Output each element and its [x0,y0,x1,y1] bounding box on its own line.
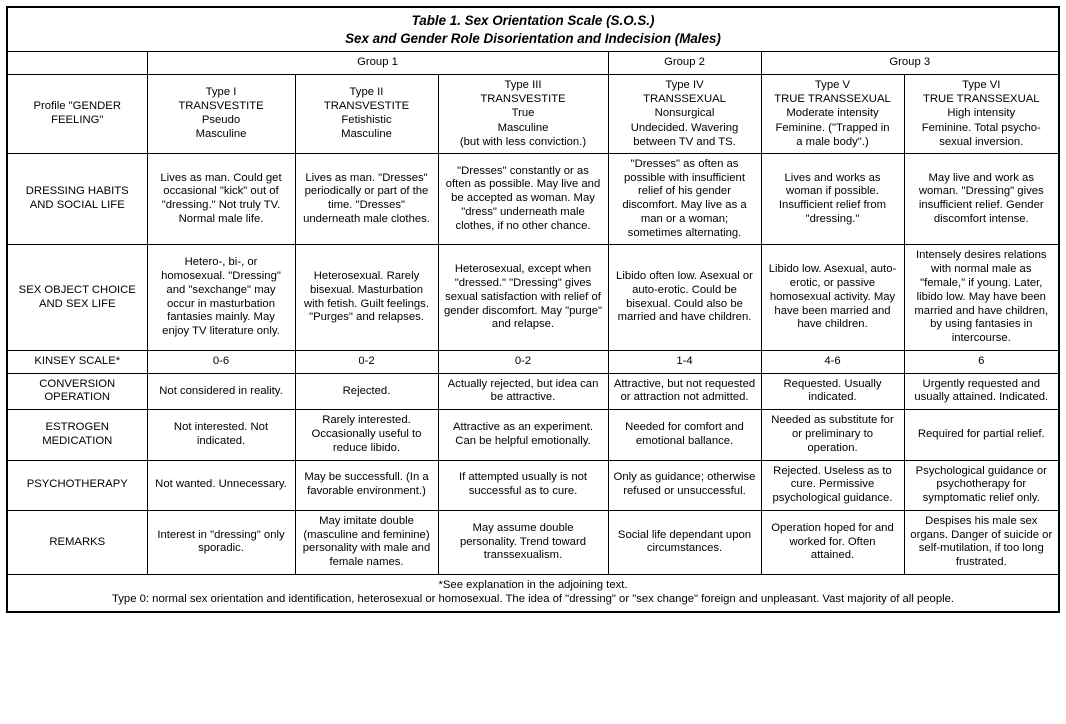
type-4-feeling: Undecided. Wavering [630,121,739,134]
cell-psychotherapy-type-1: Not wanted. Unnecessary. [147,460,295,510]
cell-psychotherapy-type-3: If attempted usually is not successful as to cure. [438,460,608,510]
cell-dressing-type-4: "Dresses" as often as possible with insufficient relief of his gender discomfort. May live as a man or a woman; sometimes alternating. [608,153,761,245]
cell-remarks-type-4: Social life dependant upon circumstances. [608,510,761,574]
profile-label-line-2: "GENDER FEELING" [51,100,121,126]
footnote-line-2: Type 0: normal sex orientation and identification, heterosexual or homosexual. The idea of "dressing" or "sex change" foreign and unpleasant. Vast majority of all people. [111,592,955,605]
table-footnote-row [7,575,1059,612]
type-1-category: TRANSVESTITE [178,100,264,113]
cell-remarks-type-6: Despises his male sex organs. Danger of suicide or self-mutilation, if too long frustrated. [904,510,1059,574]
cell-dressing-type-2: Lives as man. "Dresses" periodically or part of the time. "Dresses" underneath male clothes. [295,153,438,245]
type-4-subtype: Nonsurgical [654,106,715,119]
type-column-2 [295,75,438,154]
row-label-estrogen-medication: ESTROGEN MEDICATION [7,410,147,460]
cell-sexlife-type-5: Libido low. Asexual, auto-erotic, or passive homosexual activity. May have been married and have children. [761,245,904,350]
table-row [7,350,1059,373]
cell-kinsey-type-3: 0-2 [438,350,608,373]
row-label-kinsey-scale: KINSEY SCALE* [7,350,147,373]
footnote-line-1: *See explanation in the adjoining text. [438,579,628,592]
type-4-category: TRANSSEXUAL [643,92,726,105]
cell-estrogen-type-6: Required for partial relief. [904,410,1059,460]
cell-estrogen-type-4: Needed for comfort and emotional ballance. [608,410,761,460]
table-row [7,410,1059,460]
table-row [7,460,1059,510]
type-3-subtype: True [511,106,535,119]
cell-kinsey-type-1: 0-6 [147,350,295,373]
type-5-subtype: Moderate intensity [786,106,879,119]
table-row [7,510,1059,574]
group-header-blank [7,52,147,75]
type-5-feeling: Feminine. ("Trapped in [775,121,890,134]
group-header-3: Group 3 [761,52,1059,75]
type-column-5 [761,75,904,154]
type-1-name: Type I [205,86,237,99]
type-column-1 [147,75,295,154]
cell-estrogen-type-1: Not interested. Not indicated. [147,410,295,460]
cell-dressing-type-6: May live and work as woman. "Dressing" gives insufficient relief. Gender discomfort intense. [904,153,1059,245]
row-label-psychotherapy: PSYCHOTHERAPY [7,460,147,510]
cell-psychotherapy-type-4: Only as guidance; otherwise refused or unsuccessful. [608,460,761,510]
cell-dressing-type-3: "Dresses" constantly or as often as possible. May live and be accepted as woman. May "dress" underneath male clothes, if no other chance. [438,153,608,245]
cell-sexlife-type-3: Heterosexual, except when "dressed." "Dressing" gives sexual satisfaction with relief of gender discomfort. May "purge" and relapse. [438,245,608,350]
table-row [7,245,1059,350]
cell-conversion-type-5: Requested. Usually indicated. [761,373,904,410]
type-column-3 [438,75,608,154]
type-4-name: Type IV [665,79,704,92]
cell-kinsey-type-4: 1-4 [608,350,761,373]
cell-psychotherapy-type-6: Psychological guidance or psychotherapy for symptomatic relief only. [904,460,1059,510]
type-5-feeling-2: a male body".) [796,135,869,148]
cell-conversion-type-4: Attractive, but not requested or attraction not admitted. [608,373,761,410]
type-6-category: TRUE TRANSSEXUAL [922,92,1040,105]
cell-kinsey-type-2: 0-2 [295,350,438,373]
type-1-subtype: Pseudo [201,113,241,126]
cell-psychotherapy-type-5: Rejected. Useless as to cure. Permissive psychological guidance. [761,460,904,510]
cell-conversion-type-2: Rejected. [295,373,438,410]
cell-psychotherapy-type-2: May be successfull. (In a favorable environment.) [295,460,438,510]
type-1-feeling: Masculine [195,127,247,140]
profile-label-line-1: Profile [33,100,66,113]
row-label-dressing-habits: DRESSING HABITS AND SOCIAL LIFE [7,153,147,245]
group-header-1: Group 1 [147,52,608,75]
type-5-name: Type V [814,79,851,92]
group-header-row [7,52,1059,75]
type-5-category: TRUE TRANSSEXUAL [774,92,891,105]
type-6-name: Type VI [962,79,1001,92]
type-6-subtype: High intensity [947,106,1016,119]
group-header-2: Group 2 [608,52,761,75]
cell-conversion-type-1: Not considered in reality. [147,373,295,410]
type-4-feeling-2: between TV and TS. [633,135,736,148]
cell-kinsey-type-6: 6 [904,350,1059,373]
cell-dressing-type-5: Lives and works as woman if possible. Insufficient relief from "dressing." [761,153,904,245]
type-column-4 [608,75,761,154]
type-2-subtype: Fetishistic [341,113,392,126]
cell-remarks-type-3: May assume double personality. Trend toward transsexualism. [438,510,608,574]
table-title [7,7,1059,52]
cell-conversion-type-3: Actually rejected, but idea can be attractive. [438,373,608,410]
cell-remarks-type-5: Operation hoped for and worked for. Often attained. [761,510,904,574]
type-6-feeling: Feminine. Total psycho- [921,121,1041,134]
cell-conversion-type-6: Urgently requested and usually attained. Indicated. [904,373,1059,410]
type-2-name: Type II [349,86,384,99]
type-3-name: Type III [504,79,542,92]
cell-estrogen-type-3: Attractive as an experiment. Can be helpful emotionally. [438,410,608,460]
table-title-line-1: Table 1. Sex Orientation Scale (S.O.S.) [411,13,655,28]
table-title-row [7,7,1059,52]
cell-sexlife-type-6: Intensely desires relations with normal male as "female," if young. Later, libido low. May have been married and have children, by using fantasies in intercourse. [904,245,1059,350]
row-label-sex-object-choice: SEX OBJECT CHOICE AND SEX LIFE [7,245,147,350]
row-label-remarks: REMARKS [7,510,147,574]
type-3-category: TRANSVESTITE [480,92,566,105]
type-2-feeling: Masculine [341,127,392,140]
type-3-feeling: Masculine [497,121,549,134]
table-title-line-2: Sex and Gender Role Disorientation and Indecision (Males) [345,30,721,46]
type-2-category: TRANSVESTITE [323,100,410,113]
table-row [7,373,1059,410]
profile-row [7,75,1059,154]
cell-sexlife-type-4: Libido often low. Asexual or auto-erotic. Could be bisexual. Could also be married and have children. [608,245,761,350]
cell-estrogen-type-2: Rarely interested. Occasionally useful to reduce libido. [295,410,438,460]
sex-orientation-scale-table [6,6,1060,613]
table-footnote [7,575,1059,612]
cell-estrogen-type-5: Needed as substitute for or preliminary to operation. [761,410,904,460]
cell-sexlife-type-2: Heterosexual. Rarely bisexual. Masturbation with fetish. Guilt feelings. "Purges" and relapses. [295,245,438,350]
cell-sexlife-type-1: Hetero-, bi-, or homosexual. "Dressing" and "sexchange" may occur in masturbation fantasies mainly. May enjoy TV literature only. [147,245,295,350]
type-6-feeling-2: sexual inversion. [939,135,1024,148]
row-label-conversion-operation: CONVERSION OPERATION [7,373,147,410]
cell-remarks-type-1: Interest in "dressing" only sporadic. [147,510,295,574]
cell-remarks-type-2: May imitate double (masculine and feminine) personality with male and female names. [295,510,438,574]
table-row [7,153,1059,245]
cell-dressing-type-1: Lives as man. Could get occasional "kick" out of "dressing." Not truly TV. Normal male life. [147,153,295,245]
profile-label [7,75,147,154]
type-column-6 [904,75,1059,154]
type-3-feeling-2: (but with less conviction.) [459,135,587,148]
cell-kinsey-type-5: 4-6 [761,350,904,373]
